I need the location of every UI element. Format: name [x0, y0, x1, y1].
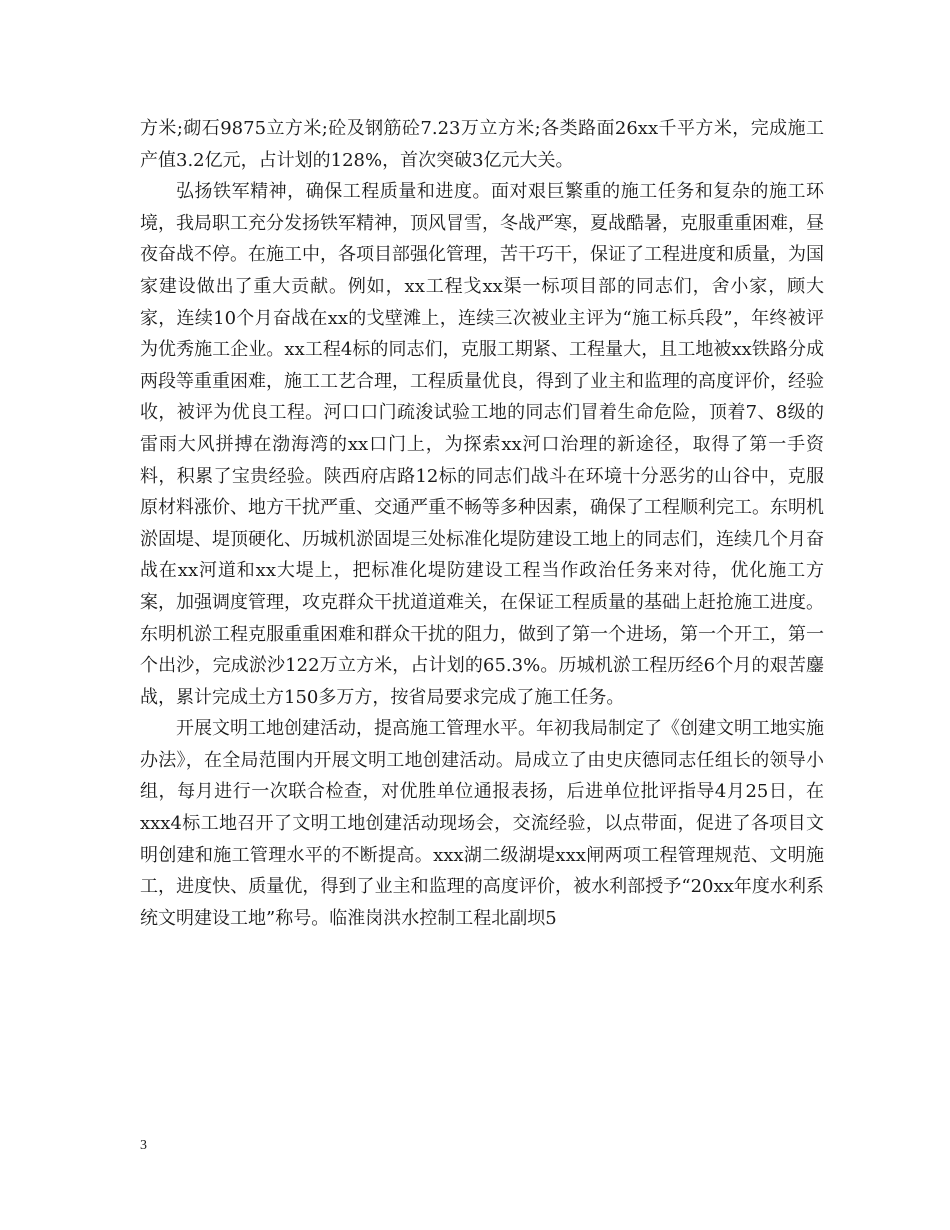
paragraph-continuation: 方米;砌石9875立方米;砼及钢筋砼7.23万立方米;各类路面26xx千平方米，完成施工产值3.2亿元，占计划的128%，首次突破3亿元大关。: [140, 118, 824, 171]
paragraph-engineering-quality: 弘扬铁军精神，确保工程质量和进度。面对艰巨繁重的施工任务和复杂的施工环境，我局职工充分发扬铁军精神，顶风冒雪，冬战严寒，夏战酷暑，克服重重困难，昼夜奋战不停。在施工中，各项目部强化管理，苦干巧干，保证了工程进度和质量，为国家建设做出了重大贡献。例如，xx工程戈xx渠一标项目部的同志们，舍小家，顾大家，连续10个月奋战在xx的戈壁滩上，连续三次被业主评为“施工标兵段”，年终被评为优秀施工企业。xx工程4标的同志们，克服工期紧、工程量大，且工地被xx铁路分成两段等重重困难，施工工艺合理，工程质量优良，得到了业主和监理的高度评价，经验收，被评为优良工程。河口口门疏浚试验工地的同志们冒着生命危险，顶着7、8级的雷雨大风拼搏在渤海湾的xx口门上，为探索xx河口治理的新途径，取得了第一手资料，积累了宝贵经验。陕西府店路12标的同志们战斗在环境十分恶劣的山谷中，克服原材料涨价、地方干扰严重、交通严重不畅等多种因素，确保了工程顺利完工。东明机淤固堤、堤顶硬化、历城机淤固堤三处标准化堤防建设工地上的同志们，连续几个月奋战在xx河道和xx大堤上，把标准化堤防建设工程当作政治任务来对待，优化施工方案，加强调度管理，攻克群众干扰道道难关，在保证工程质量的基础上赶抢施工进度。东明机淤工程克服重重困难和群众干扰的阻力，做到了第一个进场，第一个开工，第一个出沙，完成淤沙122万立方米，占计划的65.3%。历城机淤工程历经6个月的艰苦鏖战，累计完成土方150多万方，按省局要求完成了施工任务。: [140, 181, 824, 708]
document-body: [140, 113, 824, 934]
page-number: 3: [140, 1138, 147, 1153]
paragraph-civilized-site: 开展文明工地创建活动，提高施工管理水平。年初我局制定了《创建文明工地实施办法》，在全局范围内开展文明工地创建活动。局成立了由史庆德同志任组长的领导小组，每月进行一次联合检查，对优胜单位通报表扬，后进单位批评指导4月25日，在xxx4标工地召开了文明工地创建活动现场会，交流经验，以点带面，促进了各项目文明创建和施工管理水平的不断提高。xxx湖二级湖堤xxx闸两项工程管理规范、文明施工，进度快、质量优，得到了业主和监理的高度评价，被水利部授予“20xx年度水利系统文明建设工地”称号。临淮岗洪水控制工程北副坝5: [140, 718, 824, 929]
